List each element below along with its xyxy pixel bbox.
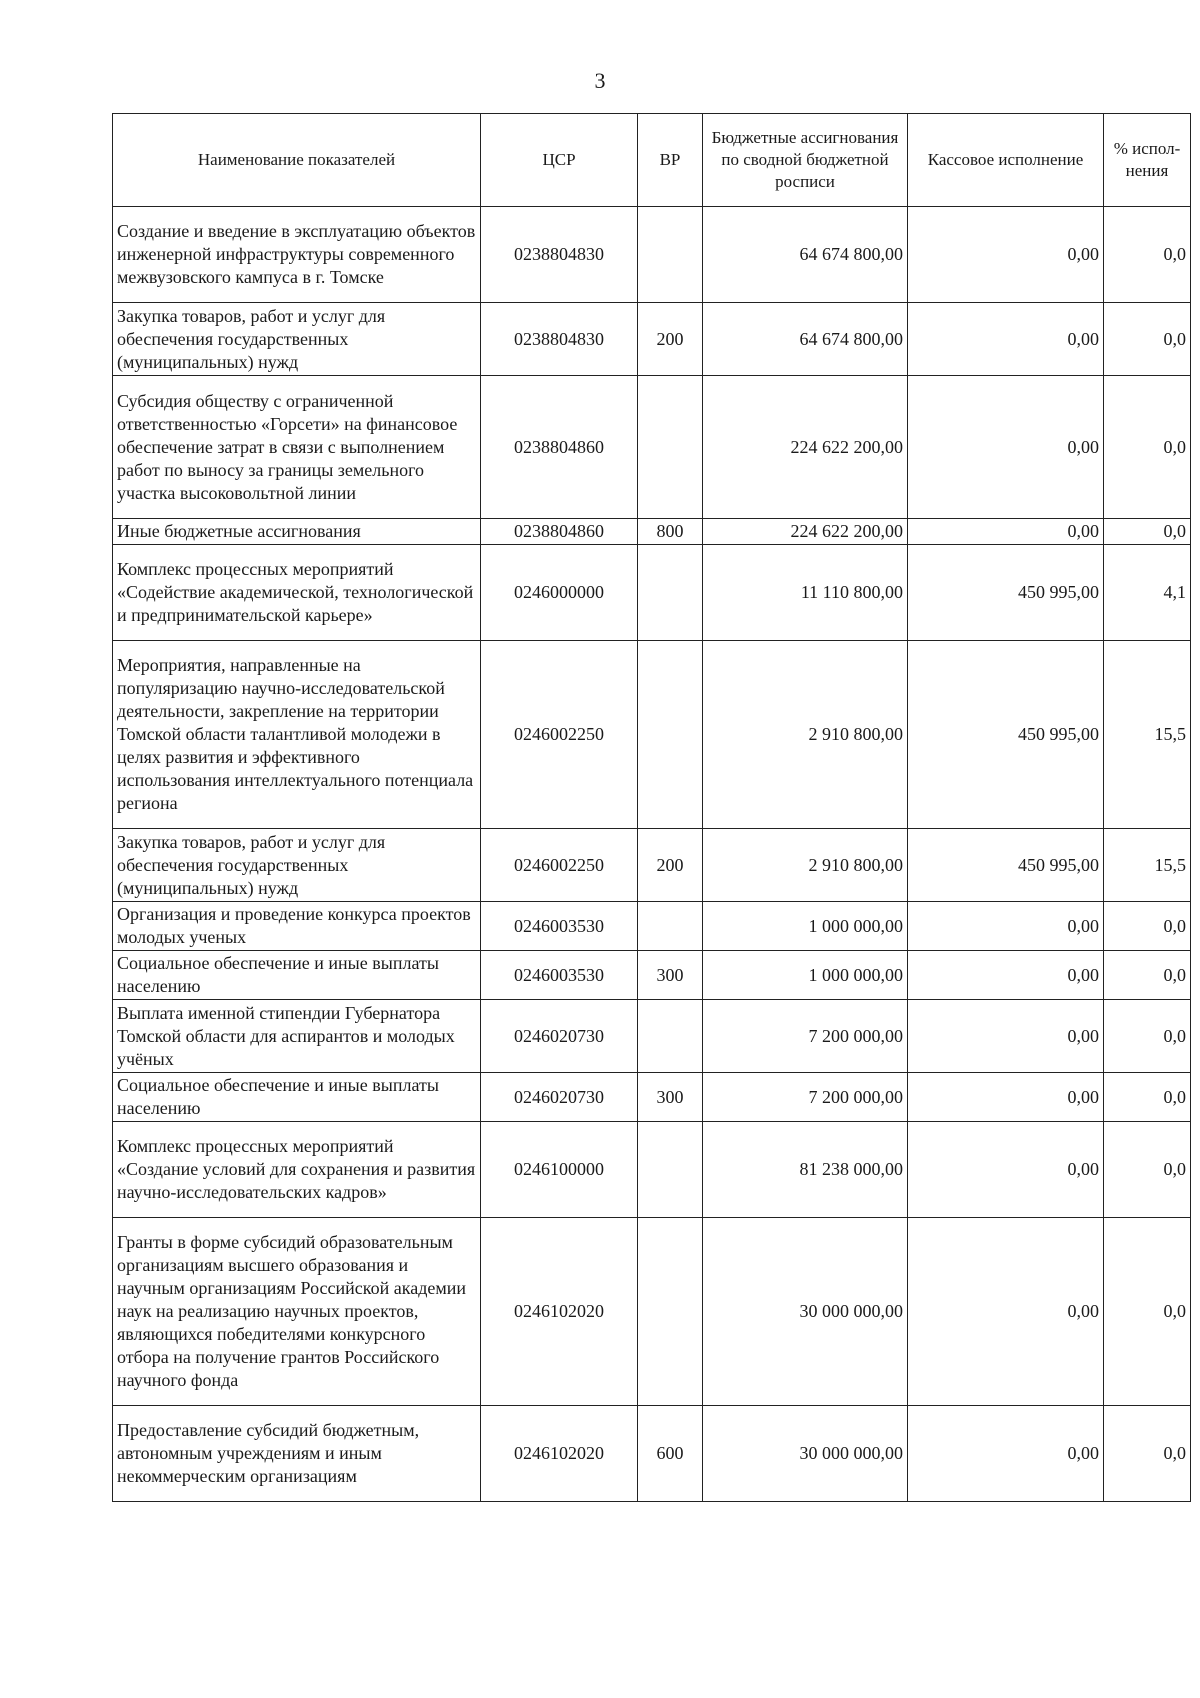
table-row — [113, 951, 1191, 1000]
row-csr: 0238804860 — [481, 519, 638, 545]
row-name: Создание и введение в эксплуатацию объектов инженерной инфраструктуры современного межвузовского кампуса в г. Томске — [113, 207, 481, 303]
row-csr: 0246102020 — [481, 1218, 638, 1406]
row-execution: 0,00 — [908, 1000, 1104, 1073]
header-allocations: Бюджетные ассигнования по сводной бюджетной росписи — [703, 114, 908, 207]
row-percent: 4,1 — [1104, 545, 1191, 641]
row-allocation: 30 000 000,00 — [703, 1218, 908, 1406]
row-name: Социальное обеспечение и иные выплаты населению — [113, 951, 481, 1000]
table-row — [113, 641, 1191, 829]
row-csr: 0246002250 — [481, 829, 638, 902]
row-vr — [638, 1000, 703, 1073]
row-name: Комплекс процессных мероприятий «Содействие академической, технологической и предпринимательской карьере» — [113, 545, 481, 641]
row-vr — [638, 376, 703, 519]
row-vr — [638, 545, 703, 641]
row-percent: 0,0 — [1104, 902, 1191, 951]
row-vr: 200 — [638, 303, 703, 376]
header-csr: ЦСР — [481, 114, 638, 207]
table-row — [113, 545, 1191, 641]
row-vr — [638, 1122, 703, 1218]
row-allocation: 11 110 800,00 — [703, 545, 908, 641]
header-name: Наименование показателей — [113, 114, 481, 207]
table-row — [113, 829, 1191, 902]
row-name: Закупка товаров, работ и услуг для обеспечения государственных (муниципальных) нужд — [113, 829, 481, 902]
row-percent: 15,5 — [1104, 829, 1191, 902]
row-percent: 0,0 — [1104, 1073, 1191, 1122]
row-execution: 450 995,00 — [908, 829, 1104, 902]
row-allocation: 224 622 200,00 — [703, 376, 908, 519]
row-execution: 0,00 — [908, 519, 1104, 545]
table-row — [113, 207, 1191, 303]
header-cash-execution: Кассовое исполнение — [908, 114, 1104, 207]
row-percent: 0,0 — [1104, 207, 1191, 303]
row-vr: 600 — [638, 1406, 703, 1502]
row-vr: 300 — [638, 1073, 703, 1122]
row-allocation: 2 910 800,00 — [703, 641, 908, 829]
row-vr — [638, 641, 703, 829]
row-allocation: 224 622 200,00 — [703, 519, 908, 545]
row-vr — [638, 207, 703, 303]
row-vr — [638, 902, 703, 951]
row-name: Предоставление субсидий бюджетным, автономным учреждениям и иным некоммерческим организациям — [113, 1406, 481, 1502]
row-allocation: 7 200 000,00 — [703, 1000, 908, 1073]
row-csr: 0246000000 — [481, 545, 638, 641]
row-name: Социальное обеспечение и иные выплаты населению — [113, 1073, 481, 1122]
table-row — [113, 1000, 1191, 1073]
row-allocation: 64 674 800,00 — [703, 303, 908, 376]
row-csr: 0246003530 — [481, 951, 638, 1000]
row-execution: 0,00 — [908, 1406, 1104, 1502]
budget-table — [112, 113, 1191, 1502]
row-execution: 0,00 — [908, 1122, 1104, 1218]
row-vr: 200 — [638, 829, 703, 902]
row-allocation: 2 910 800,00 — [703, 829, 908, 902]
row-csr: 0246100000 — [481, 1122, 638, 1218]
row-csr: 0238804830 — [481, 303, 638, 376]
row-csr: 0238804830 — [481, 207, 638, 303]
page-number: 3 — [594, 68, 606, 93]
row-execution: 450 995,00 — [908, 641, 1104, 829]
row-name: Закупка товаров, работ и услуг для обеспечения государственных (муниципальных) нужд — [113, 303, 481, 376]
row-execution: 0,00 — [908, 303, 1104, 376]
row-csr: 0246020730 — [481, 1000, 638, 1073]
row-execution: 0,00 — [908, 207, 1104, 303]
row-vr — [638, 1218, 703, 1406]
table-row — [113, 1218, 1191, 1406]
row-execution: 0,00 — [908, 951, 1104, 1000]
row-csr: 0246003530 — [481, 902, 638, 951]
row-name: Субсидия обществу с ограниченной ответственностью «Горсети» на финансовое обеспечение затрат в связи с выполнением работ по выносу за границы земельного участка высоковольтной линии — [113, 376, 481, 519]
row-allocation: 30 000 000,00 — [703, 1406, 908, 1502]
row-execution: 450 995,00 — [908, 545, 1104, 641]
row-percent: 0,0 — [1104, 1406, 1191, 1502]
row-name: Комплекс процессных мероприятий «Создание условий для сохранения и развития научно-исследовательских кадров» — [113, 1122, 481, 1218]
row-execution: 0,00 — [908, 1073, 1104, 1122]
row-percent: 0,0 — [1104, 519, 1191, 545]
row-vr: 300 — [638, 951, 703, 1000]
row-allocation: 81 238 000,00 — [703, 1122, 908, 1218]
row-name: Мероприятия, направленные на популяризацию научно-исследовательской деятельности, закрепление на территории Томской области талантливой молодежи в целях развития и эффективного использования интеллектуального потенциала региона — [113, 641, 481, 829]
row-execution: 0,00 — [908, 1218, 1104, 1406]
row-name: Гранты в форме субсидий образовательным организациям высшего образования и научным организациям Российской академии наук на реализацию научных проектов, являющихся победителями конкурсного отбора на получение грантов Российского научного фонда — [113, 1218, 481, 1406]
row-percent: 0,0 — [1104, 303, 1191, 376]
table-header-row — [113, 114, 1191, 207]
header-percent: % испол-нения — [1104, 114, 1191, 207]
row-csr: 0238804860 — [481, 376, 638, 519]
table-row — [113, 303, 1191, 376]
row-percent: 0,0 — [1104, 376, 1191, 519]
row-name: Выплата именной стипендии Губернатора Томской области для аспирантов и молодых учёных — [113, 1000, 481, 1073]
row-allocation: 64 674 800,00 — [703, 207, 908, 303]
row-percent: 0,0 — [1104, 951, 1191, 1000]
row-percent: 0,0 — [1104, 1218, 1191, 1406]
row-csr: 0246002250 — [481, 641, 638, 829]
table-row — [113, 1406, 1191, 1502]
table-row — [113, 1073, 1191, 1122]
row-allocation: 1 000 000,00 — [703, 951, 908, 1000]
row-percent: 0,0 — [1104, 1000, 1191, 1073]
header-vr: ВР — [638, 114, 703, 207]
row-name: Организация и проведение конкурса проектов молодых ученых — [113, 902, 481, 951]
row-vr: 800 — [638, 519, 703, 545]
table-row — [113, 519, 1191, 545]
table-row — [113, 1122, 1191, 1218]
row-allocation: 7 200 000,00 — [703, 1073, 908, 1122]
row-percent: 15,5 — [1104, 641, 1191, 829]
row-execution: 0,00 — [908, 902, 1104, 951]
row-allocation: 1 000 000,00 — [703, 902, 908, 951]
row-csr: 0246020730 — [481, 1073, 638, 1122]
table-row — [113, 376, 1191, 519]
row-percent: 0,0 — [1104, 1122, 1191, 1218]
row-csr: 0246102020 — [481, 1406, 638, 1502]
table-row — [113, 902, 1191, 951]
row-name: Иные бюджетные ассигнования — [113, 519, 481, 545]
row-execution: 0,00 — [908, 376, 1104, 519]
